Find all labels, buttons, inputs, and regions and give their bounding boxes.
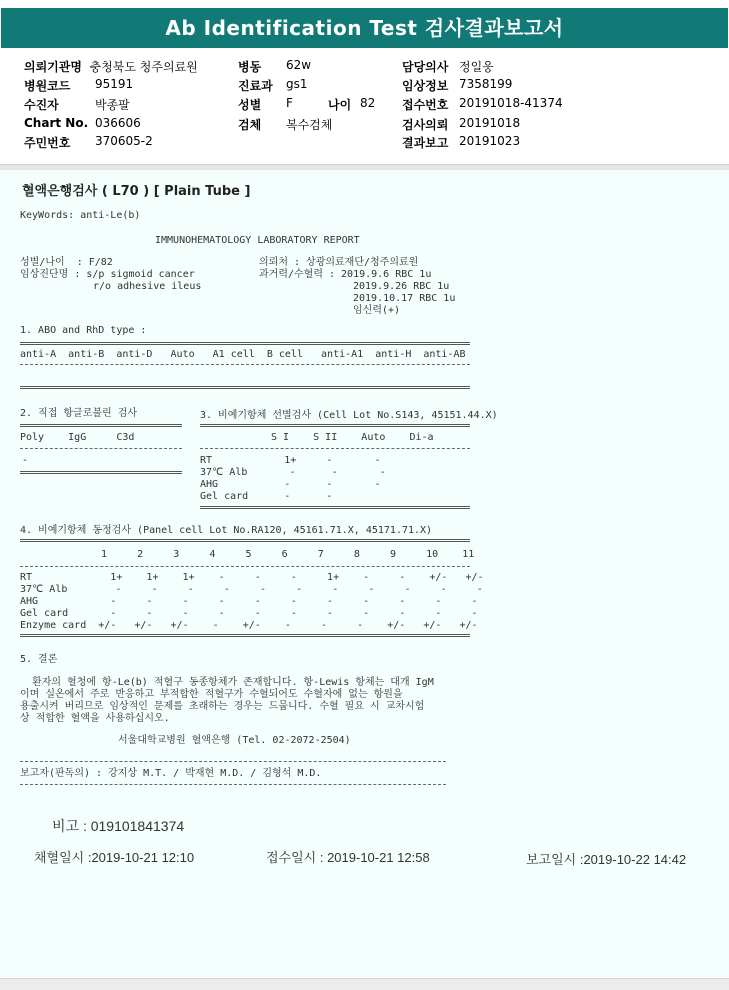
rule [20, 566, 470, 567]
doctor-value: 정일웅 [459, 60, 494, 74]
diag-line-1: 임상진단명 : s/p sigmoid cancer [20, 269, 195, 280]
patient-row [24, 96, 59, 113]
conclusion-line: 상 적합한 혈액을 사용하십시오. [20, 713, 170, 724]
chart-label: Chart No. [24, 116, 89, 130]
reported-time: 보고일시 :2019-10-22 14:42 [526, 852, 687, 867]
chart-row [24, 116, 88, 130]
report-date-value: 20191023 [459, 134, 521, 148]
receipt-label: 접수번호 [402, 98, 449, 112]
page-title: Ab Identification Test 검사결과보고서 [1, 8, 728, 48]
ward-label: 병동 [238, 60, 262, 74]
rule [200, 448, 470, 449]
screen-row: AHG - - - [200, 479, 381, 490]
age-label: 나이 [328, 98, 352, 112]
code-row [24, 77, 70, 94]
rule [20, 448, 182, 449]
rule [200, 506, 470, 509]
screen-row: RT 1+ - - [200, 455, 381, 466]
ref-line: 의뢰처 : 상광의료재단/청주의료원 [259, 257, 419, 268]
hospital-label: 의뢰기관명 [24, 60, 82, 74]
conclusion-line: 용출시켜 버리므로 임상적인 문제를 초래하는 경우는 드뭅니다. 수혈 필요 시 교차시험 [20, 701, 425, 712]
horizontal-scrollbar[interactable] [0, 978, 729, 990]
rule [20, 784, 446, 785]
section-title: 혈액은행검사 ( L70 ) [ Plain Tube ] [22, 184, 251, 199]
hospital-line: 서울대학교병원 혈액은행 (Tel. 02-2072-2504) [118, 735, 351, 746]
screen-row: 37℃ Alb - - - [200, 467, 386, 478]
hospital-value: 충청북도 청주의료원 [89, 60, 198, 74]
dept-label: 진료과 [238, 79, 273, 93]
receipt-value: 20191018-41374 [459, 96, 563, 110]
clinic-label: 임상정보 [402, 79, 449, 93]
screen-title: 3. 비예기항체 선별검사 (Cell Lot No.S143, 45151.44.X) [200, 410, 498, 421]
reporter-line: 보고자(판독의) : 강지상 M.T. / 박재현 M.D. / 김형석 M.D. [20, 768, 322, 779]
code-label: 병원코드 [24, 79, 71, 93]
rule [20, 342, 470, 345]
note-line: 비고 : 019101841374 [52, 818, 185, 834]
request-label: 검사의뢰 [402, 118, 449, 132]
panel-row: Enzyme card +/- +/- +/- - +/- - - - +/- +/- +/- [20, 620, 478, 631]
report-date-label: 결과보고 [402, 136, 449, 150]
patient-label: 수진자 [24, 98, 59, 112]
dat-header: Poly IgG C3d [20, 432, 135, 443]
rule [20, 634, 470, 637]
rule [20, 386, 470, 389]
panel-header: 1 2 3 4 5 6 7 8 9 10 11 [101, 549, 475, 560]
clinic-value: 7358199 [459, 77, 513, 91]
doctor-label: 담당의사 [402, 60, 449, 74]
history-line-2: 2019.9.26 RBC 1u [353, 281, 450, 292]
rrn-value: 370605-2 [95, 134, 153, 148]
received-time: 접수일시 : 2019-10-21 12:58 [266, 850, 430, 865]
lab-title: IMMUNOHEMATOLOGY LABORATORY REPORT [155, 235, 360, 246]
abo-title: 1. ABO and RhD type : [20, 325, 147, 336]
ward-value: 62w [286, 58, 312, 72]
diag-line-2: r/o adhesive ileus [93, 281, 202, 292]
panel-title: 4. 비예기항체 동정검사 (Panel cell Lot No.RA120, 45161.71.X, 45171.71.X) [20, 525, 433, 536]
specimen-label: 검체 [238, 118, 262, 132]
panel-row: AHG - - - - - - - - - - - [20, 596, 478, 607]
sex-label: 성별 [238, 98, 262, 112]
screen-header: S I S II Auto Di-a [271, 432, 434, 443]
rule [20, 539, 470, 542]
history-line-3: 2019.10.17 RBC 1u [353, 293, 456, 304]
screen-row: Gel card - - [200, 491, 333, 502]
history-line-4: 임신력(+) [353, 305, 401, 316]
rule [20, 424, 182, 427]
sex-age-line: 성별/나이 : F/82 [20, 257, 113, 268]
hospital-row [24, 58, 198, 75]
abo-header: anti-A anti-B anti-D Auto A1 cell B cell anti-A1 anti-H anti-AB [20, 349, 466, 360]
conclusion-title: 5. 결론 [20, 654, 58, 665]
age-value: 82 [360, 96, 376, 110]
dat-row: - [22, 455, 29, 466]
conclusion-line: 이며 실온에서 주로 반응하고 부적합한 적혈구가 수혈되어도 수혈자에 없는 항원을 [20, 689, 403, 700]
chart-value: 036606 [95, 116, 141, 130]
rule [20, 761, 446, 762]
rule [20, 364, 470, 365]
collect-time: 채혈일시 :2019-10-21 12:10 [34, 850, 195, 865]
code-value: 95191 [95, 77, 134, 91]
keywords: KeyWords: anti-Le(b) [20, 210, 141, 221]
dat-title: 2. 직접 항글로불린 검사 [20, 408, 138, 419]
panel-row: 37℃ Alb - - - - - - - - - - - [20, 584, 483, 595]
dept-value: gs1 [286, 77, 308, 91]
patient-value: 박종팔 [95, 98, 130, 112]
history-line-1: 과거력/수혈력 : 2019.9.6 RBC 1u [259, 269, 432, 280]
specimen-value: 복수검체 [286, 118, 333, 132]
sex-value: F [286, 96, 293, 110]
panel-row: RT 1+ 1+ 1+ - - - 1+ - - +/- +/- [20, 572, 484, 583]
rule [200, 424, 470, 427]
rule [20, 471, 182, 474]
conclusion-line: 환자의 혈청에 항-Le(b) 적혈구 동종항체가 존재합니다. 항-Lewis 항체는 대개 IgM [20, 677, 434, 688]
request-value: 20191018 [459, 116, 521, 130]
panel-row: Gel card - - - - - - - - - - - [20, 608, 478, 619]
rrn-label: 주민번호 [24, 136, 71, 150]
rrn-row [24, 134, 70, 151]
